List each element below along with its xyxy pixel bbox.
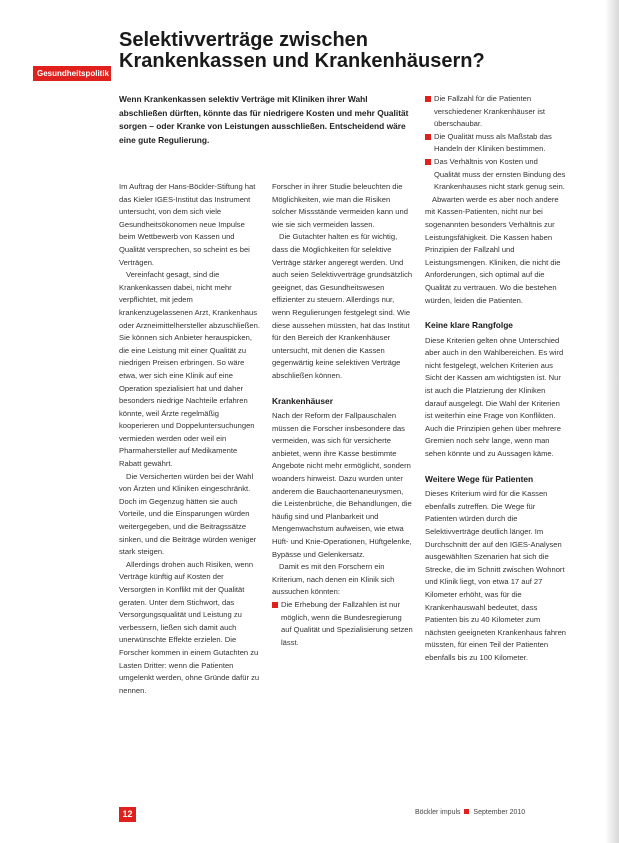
bullet-text: Das Verhältnis von Kosten und Qualität muss der ernsten Bindung des Krankenhauses nicht stark genug sein. [434, 156, 566, 192]
bullet-text: Die Fallzahl für die Patienten verschiedener Krankenhäuser ist überschaubar. [434, 94, 546, 129]
red-square-bullet-icon [425, 96, 431, 102]
article-column-3 [425, 93, 566, 665]
subheading-keine-klare-rangfolge: Keine klare Rangfolge [425, 320, 513, 331]
journal-date: September 2010 [473, 809, 526, 816]
journal-name: Böckler impuls [415, 809, 461, 816]
article-column-1 [119, 181, 260, 697]
bullet-item [425, 156, 566, 194]
subheading-weitere-wege: Weitere Wege für Patienten [425, 473, 534, 484]
paragraph: Nach der Reform der Fallpauschalen müssen die Forscher insbesondere das vermeiden, was sich für versicherte anbietet, wenn ihre Kasse bestimmte Angebote nicht mehr ermöglicht, sondern woanders hinweist. Dazu wurden unter anderem die Bauchaortenaneurysmen, die Leistenbrüche, die Behandlungen, die häufig sind und Planbarkeit und Mengenwachstum aufweisen, wie etwa Hüft- und Knie-Operationen, Hüftgelenke, Bypässe und Gelenkersatz. [272, 411, 412, 559]
paragraph: Die Versicherten würden bei der Wahl von Ärzten und Kliniken eingeschränkt. Doch im Gegenzug hätten sie auch Vorteile, und die Einsparungen würden weitergegeben, und die Beitragssätze sinken, und die Beiträge würden weniger stark steigen. [119, 471, 257, 557]
bullet-text: Die Erhebung der Fallzahlen ist nur möglich, wenn die Bundesregierung auf Qualität und Spezialisierung setzen lässt. [281, 600, 413, 647]
bullet-item [425, 93, 566, 131]
paragraph: Vereinfacht gesagt, sind die Krankenkassen dabei, nicht mehr verpflichtet, mit jedem krankenzugelassenen Arzt, Krankenhaus oder Arzneimittelhersteller abzuschließen. Sie können sich Anbieter herauspicken, die eine Leistung mit einer Qualität zu niedrigen Preisen erbringen. So wäre etwa, wer sich eine Klinik auf eine Operation spezialisiert hat und daher besonders niedrige Nachteile erfahren könnte, weil Ärzte regelmäßig kooperieren und Doppeluntersuchungen vermieden werden oder weil ein Pharmahersteller auf Medikamente Rabatt gewährt. [119, 270, 260, 469]
paragraph: Im Auftrag der Hans-Böckler-Stiftung hat das Kieler IGES-Institut das Instrument untersucht, von dem sich viele Gesundheitsökonomen neue Impulse beim Wettbewerb von Kassen und Qualität versprechen, so scheint es bei Verträgen. [119, 182, 256, 267]
page-footer [0, 800, 619, 830]
paragraph: Damit es mit den Forschern ein Kriterium, nach denen ein Klinik sich aussuchen könnten: [272, 562, 395, 597]
article-title [119, 30, 539, 72]
page-number: 12 [119, 807, 136, 822]
title-line-2: Krankenkassen und Krankenhäusern? [119, 50, 485, 72]
bullet-text: Die Qualität muss als Maßstab das Handeln der Kliniken bestimmen. [434, 131, 552, 154]
journal-info [415, 809, 575, 816]
title-line-1: Selektivverträge zwischen [119, 29, 369, 51]
lead-paragraph: Wenn Krankenkassen selektiv Verträge mit Kliniken ihrer Wahl abschließen dürften, könnte das für niedrigere Kosten und mehr Qualität sorgen – oder Kranke von Leistungen ausschließen. Entscheidend wäre eine gute Regulierung. [119, 94, 409, 145]
paragraph: Forscher in ihrer Studie beleuchten die Möglichkeiten, wie man die Risiken solcher Missstände vermeiden kann und wie sie sich vermeiden lassen. [272, 182, 408, 229]
paragraph: Diese Kriterien gelten ohne Unterschied aber auch in den Wahlbereichen. Es wird nicht festgelegt, welchen Kriterien aus Sicht der Kassen am wichtigsten ist. Nur ist auch die Platzierung der Kliniken darauf ausgelegt. Die Wahl der Kriterien ist weiterhin eine Frage von Konflikten. Auch die Prinzipien gehen über mehrere Gremien noch sehr lange, wenn man sehen könnte und zu Aussagen käme. [425, 335, 564, 459]
paragraph: Dieses Kriterium wird für die Kassen ebenfalls zutreffen. Die Wege für Patienten würden durch die Selektivverträge deutlich länger. Im Durchschnitt der auf den IGES-Analysen ausgewählten Szenarien hat sich die Strecke, die im Schnitt zwischen Wohnort und Klinik liegt, von etwa 17 auf 27 Kilometer erhöht, was für die Krankenhauswahl bedeutet, dass Patienten bis zu 40 Kilometer zum nächsten geeigneten Krankenhaus fahren müssten, für einen Teil der Patienten ebenfalls bis zu 100 Kilometer. [425, 489, 567, 662]
bullet-item [272, 599, 413, 649]
bullet-item [425, 131, 566, 156]
red-square-separator-icon [464, 809, 469, 814]
article-column-2 [272, 181, 413, 649]
section-tag: Gesundheitspolitik [33, 66, 111, 81]
red-square-bullet-icon [272, 602, 278, 608]
paragraph: Die Gutachter halten es für wichtig, dass die Möglichkeiten für selektive Verträge stärker angeregt werden. Und auch seien Selektivverträge grundsätzlich geeignet, das Gesundheitswesen effizienter zu steuern. Allerdings nur, wenn Regulierungen festgelegt sind. Wie diese aussehen müssten, hat das Institut für den Bereich der Krankenhäuser untersucht, mit denen die Kassen gegenwärtig keine selektiven Verträge abschließen können. [272, 232, 413, 380]
subheading-krankenhaeuser: Krankenhäuser [272, 395, 333, 406]
red-square-bullet-icon [425, 159, 431, 165]
red-square-bullet-icon [425, 134, 431, 140]
paragraph: Allerdings drohen auch Risiken, wenn Verträge künftig auf Kosten der Versorgten in Konflikt mit der Qualität geraten. Unter dem Stichwort, das Versorgungsqualität und Leistung zu verbessern, ließen sich damit auch unerwünschte Effekte erzielen. Die Forscher kommen in einem Gutachten zu Lasten Dritter: wenn die Patienten umgelenkt werden, ohne Gründe dafür zu nennen. [119, 559, 260, 695]
page-edge-shadow [605, 0, 619, 843]
paragraph: Abwarten werde es aber noch andere mit Kassen-Patienten, nicht nur bei sogenannten besonders Verhältnis zur Leistungsfähigkeit. Die Kassen haben Prinzipien der Fallzahl und Leistungsmengen. Kliniken, die nicht die Anforderungen, sich optimal auf die Qualität zu vertrauen. Wo die bestehen würden, leiden die Patienten. [425, 194, 561, 305]
